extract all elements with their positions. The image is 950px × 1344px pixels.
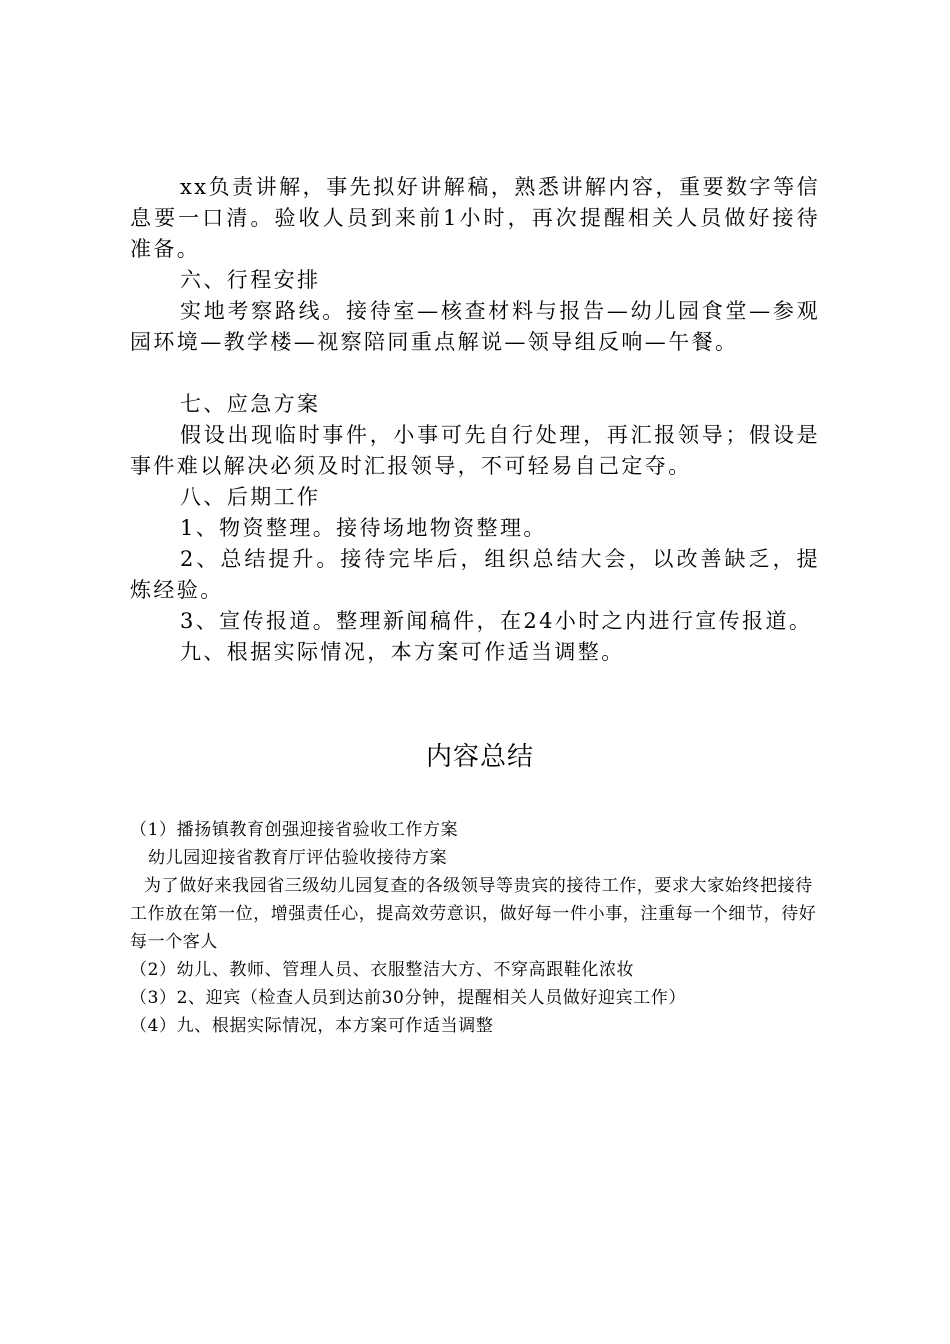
summary-item-4: （4）九、根据实际情况，本方案可作适当调整 (130, 1016, 494, 1036)
summary-item-1: （1）播扬镇教育创强迎接省验收工作方案 (130, 820, 459, 840)
heading-follow-up: 八、后期工作 (180, 485, 321, 509)
summary-item-3: （3）2、迎宾（检查人员到达前30分钟，提醒相关人员做好迎宾工作） (130, 988, 687, 1008)
paragraph-follow-up-1: 1、物资整理。接待场地物资整理。 (180, 516, 547, 540)
summary-item-1-text: 为了做好来我园省三级幼儿园复查的各级领导等贵宾的接待工作，要求大家始终把接待工作放在第一位，增强责任心，提高效劳意识，做好每一件小事，注重每一个细节，待好每一个客人 (130, 876, 817, 952)
document-body (130, 172, 820, 668)
paragraph-adjustment: 九、根据实际情况，本方案可作适当调整。 (180, 640, 625, 664)
heading-schedule: 六、行程安排 (180, 268, 321, 292)
paragraph-emergency: 假设出现临时事件，小事可先自行处理，再汇报领导；假设是事件难以解决必须及时汇报领导，不可轻易自己定夺。 (130, 423, 820, 478)
summary-item-1-subtitle: 幼儿园迎接省教育厅评估验收接待方案 (148, 848, 448, 868)
spacer (130, 358, 820, 389)
summary-section (130, 816, 820, 1040)
paragraph-schedule: 实地考察路线。接待室—核查材料与报告—幼儿园食堂—参观园环境—教学楼—视察陪同重点解说—领导组反响—午餐。 (130, 299, 820, 354)
paragraph-explanation: xx负责讲解，事先拟好讲解稿，熟悉讲解内容，重要数字等信息要一口清。验收人员到来前1小时，再次提醒相关人员做好接待准备。 (130, 175, 820, 261)
heading-emergency: 七、应急方案 (180, 392, 321, 416)
paragraph-follow-up-2: 2、总结提升。接待完毕后，组织总结大会，以改善缺乏，提炼经验。 (130, 547, 820, 602)
paragraph-follow-up-3: 3、宣传报道。整理新闻稿件，在24小时之内进行宣传报道。 (180, 609, 813, 633)
summary-item-2: （2）幼儿、教师、管理人员、衣服整洁大方、不穿高跟鞋化浓妆 (130, 960, 635, 980)
summary-title: 内容总结 (425, 742, 534, 772)
